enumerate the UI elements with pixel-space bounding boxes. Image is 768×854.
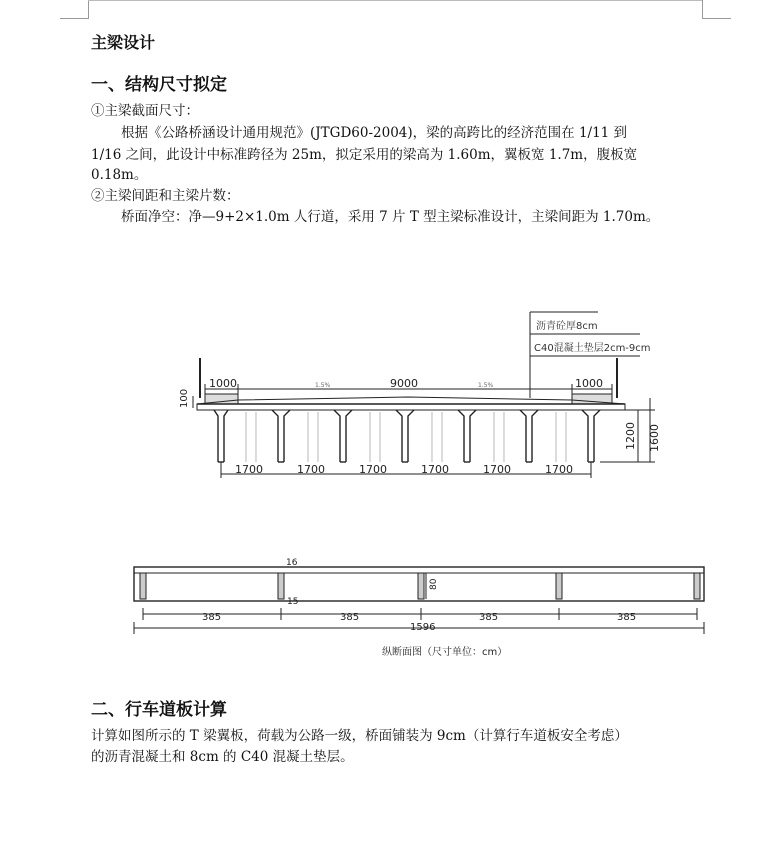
dim-sidewalk-right: 1000 [575, 377, 603, 390]
longitudinal-caption: 纵断面图（尺寸单位：cm） [382, 647, 508, 658]
dim-depth: 80 [429, 578, 439, 590]
note-asphalt: 沥青砼厚8cm [536, 321, 598, 332]
span-label-1: 385 [202, 612, 222, 623]
section-2-text-line1: 计算如图所示的 T 梁翼板，荷载为公路一级，桥面铺装为 9cm（计算行车道板安全考虑） [91, 728, 628, 744]
dim-flange: 16 [286, 558, 298, 568]
span-label-2: 385 [340, 612, 360, 623]
t-girders [214, 410, 600, 462]
dim-total-length: 1596 [410, 622, 436, 633]
item-1-text-line3: 0.18m。 [91, 167, 148, 183]
item-2-label: ②主梁间距和主梁片数： [91, 188, 240, 204]
note-c40-layer: C40混凝土垫层2cm-9cm [534, 343, 651, 354]
item-1-text-line1: 根据《公路桥涵设计通用规范》(JTGD60-2004)，梁的高跨比的经济范围在 1/11 到 [121, 125, 628, 141]
section-2-text-line2: 的沥青混凝土和 8cm 的 C40 混凝土垫层。 [91, 749, 354, 765]
spacing-label-2: 1700 [297, 463, 325, 476]
dim-curb: 100 [179, 388, 190, 408]
item-1-text-line2: 1/16 之间，此设计中标准跨径为 25m，拟定采用的梁高为 1.60m，翼板宽 1.7m，腹板宽 [91, 147, 638, 163]
section-1-heading: 一、结构尺寸拟定 [91, 75, 227, 95]
section-2-heading: 二、行车道板计算 [91, 700, 227, 720]
spacing-label-4: 1700 [421, 463, 449, 476]
dim-web-height: 1200 [624, 422, 637, 450]
spacing-label-1: 1700 [235, 463, 263, 476]
spacing-label-3: 1700 [359, 463, 387, 476]
item-1-label: ①主梁截面尺寸： [91, 103, 199, 119]
slope-right: 1.5% [478, 382, 494, 389]
dim-total-height: 1600 [648, 424, 661, 452]
spacing-label-5: 1700 [483, 463, 511, 476]
dim-roadway: 9000 [390, 377, 418, 390]
longitudinal-section-drawing [134, 558, 704, 658]
item-2-text-line1: 桥面净空：净—9+2×1.0m 人行道，采用 7 片 T 型主梁标准设计，主梁间距为 1.70m。 [121, 209, 660, 225]
span-label-4: 385 [617, 612, 637, 623]
slope-left: 1.5% [315, 382, 331, 389]
span-label-3: 385 [479, 612, 499, 623]
document-title: 主梁设计 [91, 33, 156, 52]
spacing-label-6: 1700 [545, 463, 573, 476]
dim-sidewalk-left: 1000 [209, 377, 237, 390]
dim-web: 15 [287, 597, 299, 607]
